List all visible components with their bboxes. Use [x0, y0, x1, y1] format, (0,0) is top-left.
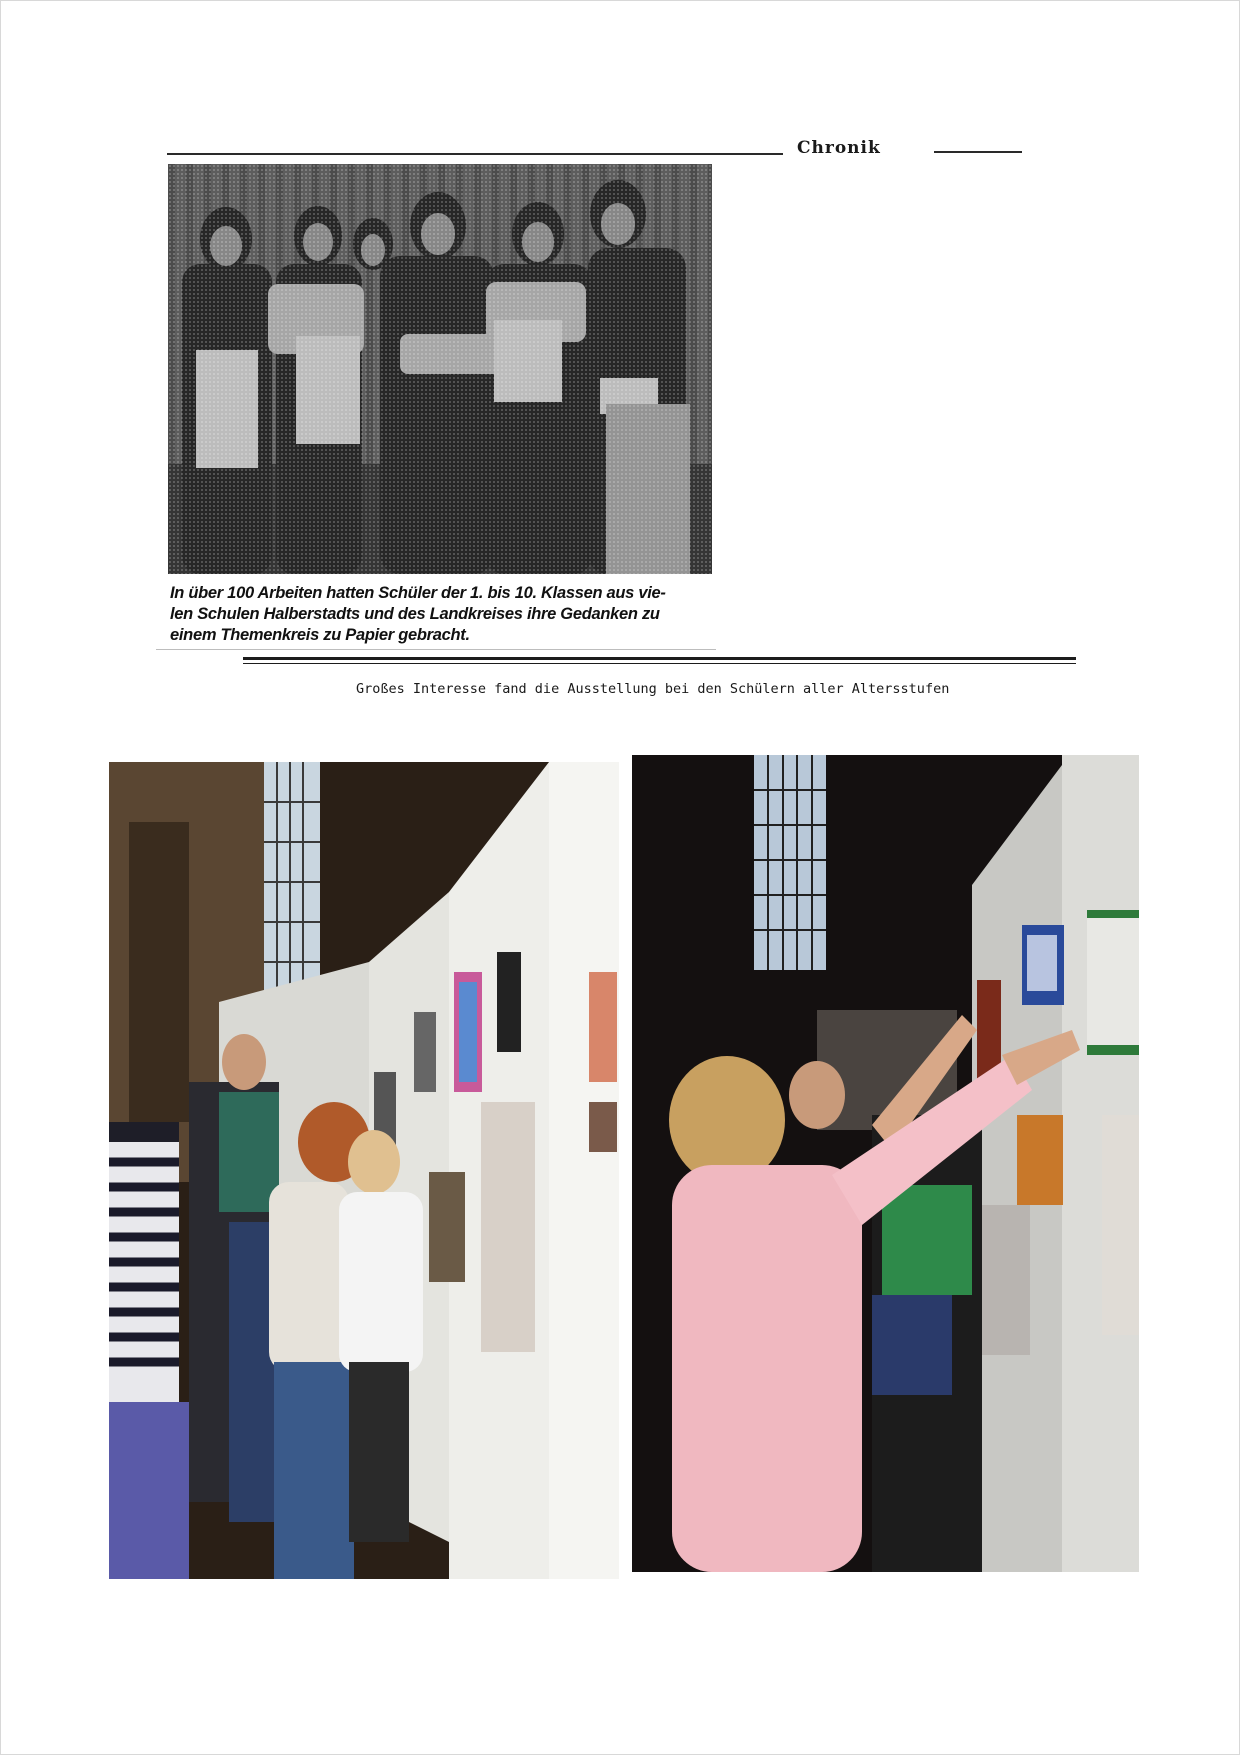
photos-caption: Großes Interesse fand die Ausstellung bei den Schülern aller Altersstufen — [356, 681, 950, 697]
caption-line: len Schulen Halberstadts und des Landkreises ihre Gedanken zu — [170, 605, 660, 623]
double-rule-thin — [243, 663, 1076, 664]
header-rule-short — [934, 151, 1022, 153]
exhibition-photo-right — [632, 755, 1139, 1572]
exhibition-photo-left — [109, 762, 619, 1579]
caption-underline — [156, 649, 716, 650]
caption-line: In über 100 Arbeiten hatten Schüler der 1. bis 10. Klassen aus vie- — [170, 584, 666, 602]
caption-line: einem Themenkreis zu Papier gebracht. — [170, 626, 470, 644]
newspaper-group-photo — [168, 164, 712, 574]
clipping-caption — [170, 583, 730, 646]
section-title: Chronik — [797, 138, 881, 158]
double-rule — [243, 657, 1076, 660]
header-rule — [167, 153, 783, 155]
